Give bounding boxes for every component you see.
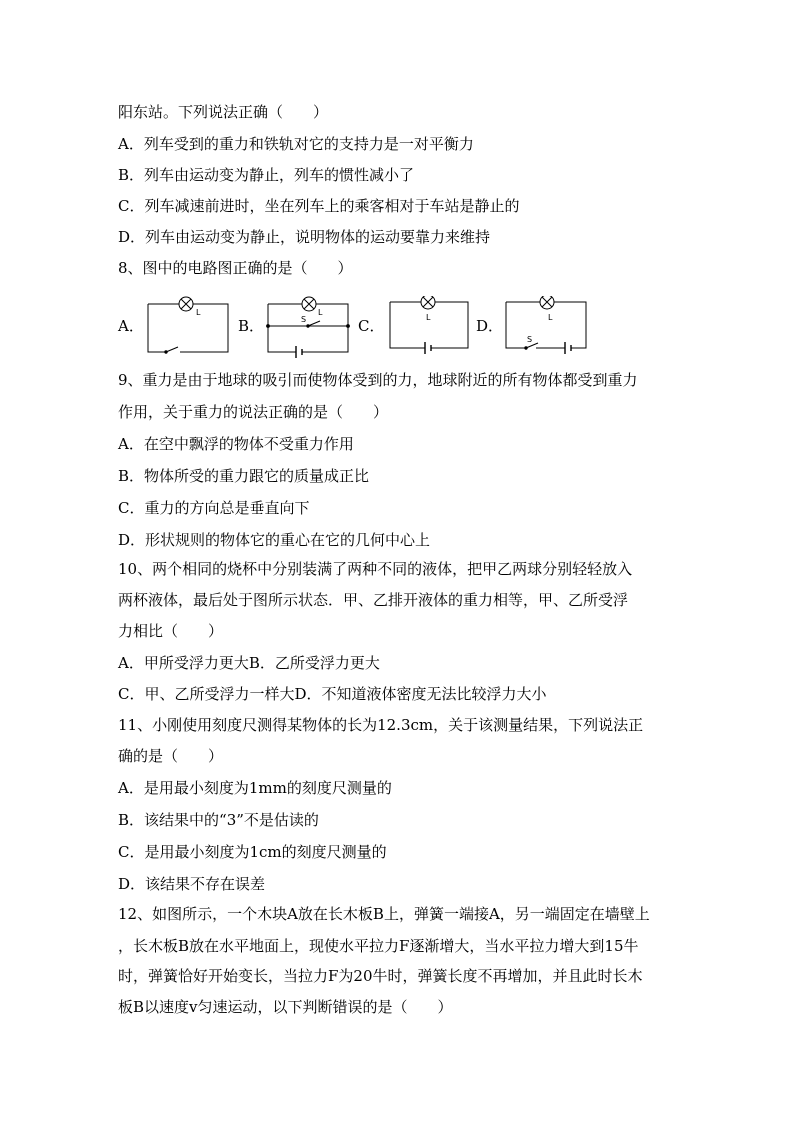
lamp-icon xyxy=(421,296,435,309)
q9-stem-line-2: 作用，关于重力的说法正确的是（ ） xyxy=(118,403,389,421)
circuit-c xyxy=(390,296,468,354)
circuit-b xyxy=(267,297,350,358)
q7-option-a: A．列车受到的重力和铁轨对它的支持力是一对平衡力 xyxy=(118,135,474,153)
q10-stem-line-1: 10、两个相同的烧杯中分别装满了两种不同的液体，把甲乙两球分别轻轻放入 xyxy=(118,560,633,578)
q8-label-a: A． xyxy=(118,317,144,335)
switch-label-b: S xyxy=(301,315,307,324)
q11-option-d: D．该结果不存在误差 xyxy=(118,875,266,893)
q8-circuit-diagrams xyxy=(118,296,598,358)
battery-icon xyxy=(565,342,571,354)
lamp-icon xyxy=(540,296,554,309)
q9-option-c: C．重力的方向总是垂直向下 xyxy=(118,499,310,517)
q7-option-c: C．列车减速前进时，坐在列车上的乘客相对于车站是静止的 xyxy=(118,197,520,215)
q9-option-b: B．物体所受的重力跟它的质量成正比 xyxy=(118,467,370,485)
circuit-a xyxy=(148,297,228,353)
q11-stem-line-1: 11、小刚使用刻度尺测得某物体的长为12.3cm，关于该测量结果，下列说法正 xyxy=(118,716,644,734)
q7-option-b: B．列车由运动变为静止，列车的惯性减小了 xyxy=(118,166,415,184)
q9-stem-line-1: 9、重力是由于地球的吸引而使物体受到的力，地球附近的所有物体都受到重力 xyxy=(118,371,638,389)
lamp-icon xyxy=(179,297,193,311)
battery-icon xyxy=(296,346,302,358)
q10-option-cd: C．甲、乙所受浮力一样大D．不知道液体密度无法比较浮力大小 xyxy=(118,685,547,703)
q11-stem-line-2: 确的是（ ） xyxy=(118,747,224,765)
q11-option-a: A．是用最小刻度为1mm的刻度尺测量的 xyxy=(118,779,392,797)
lamp-label-d: L xyxy=(548,313,553,322)
q12-stem-line-4: 板B以速度v匀速运动，以下判断错误的是（ ） xyxy=(118,998,453,1016)
q8-label-c: C． xyxy=(358,317,385,335)
q8-label-b: B． xyxy=(238,317,265,335)
q9-option-d: D．形状规则的物体它的重心在它的几何中心上 xyxy=(118,531,431,549)
q11-option-c: C．是用最小刻度为1cm的刻度尺测量的 xyxy=(118,843,387,861)
lamp-label-a: L xyxy=(196,308,201,317)
lamp-label-c: L xyxy=(426,313,431,322)
q8-stem: 8、图中的电路图正确的是（ ） xyxy=(118,259,353,277)
q7-option-d: D．列车由运动变为静止，说明物体的运动要靠力来维持 xyxy=(118,228,491,246)
q12-stem-line-1: 12、如图所示，一个木块A放在长木板B上，弹簧一端接A，另一端固定在墙壁上 xyxy=(118,905,650,923)
q10-stem-line-2: 两杯液体，最后处于图所示状态．甲、乙排开液体的重力相等，甲、乙所受浮 xyxy=(118,591,629,609)
lamp-icon xyxy=(302,297,316,311)
switch-icon xyxy=(165,347,178,353)
circuit-d xyxy=(506,296,586,354)
q10-option-ab: A．甲所受浮力更大B．乙所受浮力更大 xyxy=(118,654,380,672)
q9-option-a: A．在空中飘浮的物体不受重力作用 xyxy=(118,435,354,453)
q12-stem-line-2: ，长木板B放在水平地面上，现使水平拉力F逐渐增大，当水平拉力增大到15牛 xyxy=(118,937,639,955)
q12-stem-line-3: 时，弹簧恰好开始变长，当拉力F为20牛时，弹簧长度不再增加，并且此时长木 xyxy=(118,967,643,985)
switch-label-d: S xyxy=(527,335,533,344)
lamp-label-b: L xyxy=(318,308,323,317)
q8-label-d: D． xyxy=(476,317,504,335)
circuit-svg xyxy=(118,296,598,358)
q11-option-b: B．该结果中的“3”不是估读的 xyxy=(118,811,319,829)
battery-icon xyxy=(425,342,431,354)
q7-stem-continuation: 阳东站。下列说法正确（ ） xyxy=(118,103,329,121)
q10-stem-line-3: 力相比（ ） xyxy=(118,622,224,640)
